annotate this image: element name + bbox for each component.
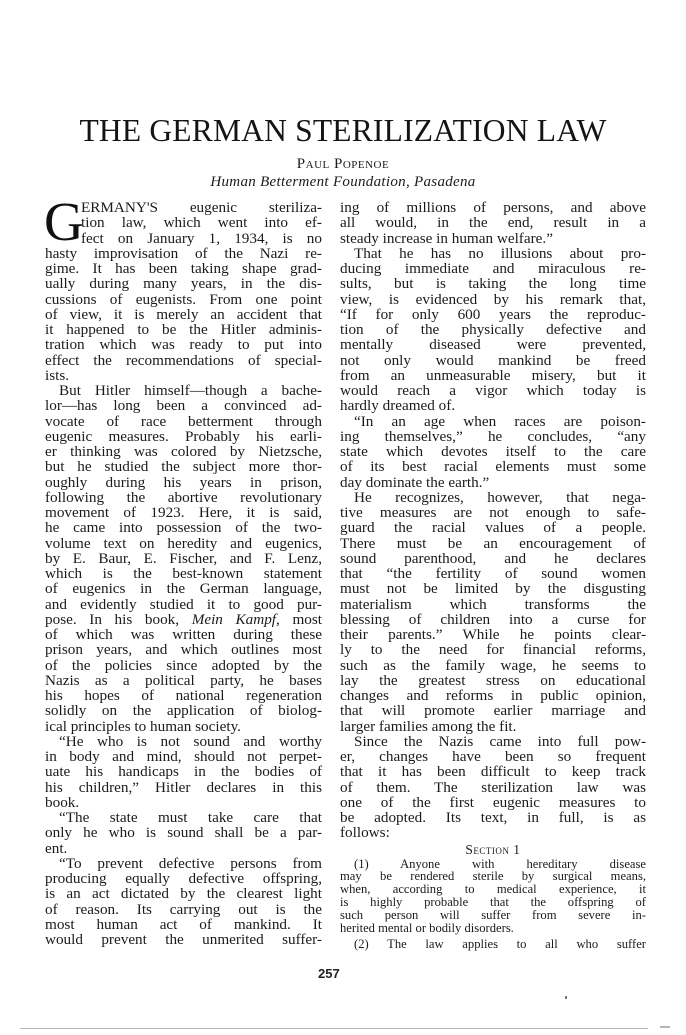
text-line: one of the first eugenic measures to — [340, 793, 646, 811]
text-line: that “the fertility of sound women — [340, 565, 646, 582]
scan-edge-rule — [20, 1028, 648, 1029]
text-line: follows: — [340, 824, 390, 842]
text-line: of them. The sterilization law was — [340, 778, 646, 796]
text-line: is an act dictated by the clearest light — [45, 885, 322, 903]
text-line: larger families among the fit. — [340, 717, 517, 735]
text-line: state which devotes itself to the care — [340, 443, 646, 460]
text-line: and evidently studied it to good pur- — [45, 595, 322, 613]
text-line-with-book-title — [45, 612, 322, 627]
text-line: from an unmeasurable misery, but it — [340, 366, 646, 384]
text-line: prison years, and which outlines most — [45, 641, 322, 659]
text-line: in body and mind, should not perpet- — [45, 748, 322, 765]
text-line: tive measures are not enough to safe- — [340, 504, 646, 521]
text-line: his children,” Hitler declares in this — [45, 778, 322, 796]
text-fragment: , most — [276, 610, 322, 628]
scan-speck — [565, 996, 567, 999]
author-affiliation: Human Betterment Foundation, Pasadena — [210, 174, 476, 190]
text-line: “If for only 600 years the reproduc- — [340, 305, 646, 323]
text-line: of reason. Its carrying out is the — [45, 900, 322, 918]
text-line: “He who is not sound and worthy — [59, 732, 322, 750]
law-line: (1) Anyone with hereditary disease — [354, 856, 646, 871]
text-line: would reach a vigor which today is — [340, 382, 646, 399]
left-column — [44, 191, 322, 948]
text-line: “The state must take care that — [59, 809, 322, 826]
text-line: by E. Baur, E. Fischer, and F. Lenz, — [45, 549, 322, 567]
text-line: ly to the need for financial reforms, — [340, 641, 646, 659]
text-line: all would, in the end, result in a — [340, 214, 646, 232]
text-line: ent. — [45, 839, 68, 857]
text-line: such as the family wage, he seems to — [340, 656, 646, 674]
text-line: day dominate the earth.” — [340, 473, 490, 491]
text-line: tion law, which went into ef- — [81, 214, 322, 232]
text-line: gime. It has been taking shape grad- — [45, 260, 322, 277]
law-line: when, according to medical experience, it — [340, 882, 646, 897]
text-line: which is the best-known statement — [45, 565, 322, 582]
text-line: There must be an encouragement of — [340, 534, 646, 552]
text-line: eugenic measures. Probably his earli- — [45, 427, 322, 445]
text-line: most human act of mankind. It — [45, 915, 322, 933]
text-line: producing equally defective offspring, — [45, 870, 322, 887]
text-line: solidly on the application of biolog- — [45, 702, 322, 720]
text-line: that it has been difficult to keep track — [340, 763, 646, 781]
text-line: effect the recommendations of special- — [45, 351, 322, 369]
text-line: He recognizes, however, that nega- — [354, 488, 646, 506]
text-line: be adopted. Its text, in full, is as — [340, 809, 646, 826]
text-line: ists. — [45, 366, 70, 384]
author-name: Paul Popenoe — [296, 156, 390, 172]
scan-edge-rule — [660, 1026, 670, 1028]
text-line: vocate of race betterment through — [45, 412, 322, 430]
text-line: movement of 1923. Here, it is said, — [45, 504, 322, 521]
text-line: he came into possession of the two- — [45, 519, 322, 537]
text-line: of the policies since adopted by the — [45, 656, 322, 674]
text-line: cussions of eugenists. From one point — [45, 290, 322, 308]
text-line: of eugenics in the German language, — [45, 580, 322, 598]
text-line: their parents.” While he points clear- — [340, 626, 646, 643]
book-title: Mein Kampf — [191, 610, 277, 628]
text-line: er, changes have been so frequent — [340, 748, 646, 765]
text-line: lay the greatest stress on educational — [340, 671, 646, 689]
text-line: book. — [45, 793, 80, 811]
law-line: is highly probable that the offspring of — [340, 895, 646, 910]
text-fragment: pose. In his book, — [45, 610, 192, 628]
text-line: uate his handicaps in the bodies of — [45, 763, 322, 781]
law-line: (2) The law applies to all who suffer — [354, 936, 646, 951]
text-line: That he has no illusions about pro- — [354, 244, 646, 262]
text-line: sound parenthood, and he declares — [340, 549, 646, 567]
text-line: But Hitler himself—though a bache- — [59, 382, 322, 399]
text-line: Nazis as a political party, he bases — [45, 671, 322, 689]
text-line: oughly during his years in prison, — [45, 473, 322, 491]
right-column — [340, 200, 646, 951]
text-line: of view, it is merely an accident that — [45, 305, 322, 323]
text-line: view, is evidenced by his remark that, — [340, 290, 646, 308]
text-line: his hopes of national regeneration — [45, 687, 322, 704]
page-number: 257 — [318, 966, 340, 981]
section-heading: Section 1 — [465, 841, 521, 857]
text-line: hasty improvisation of the Nazi re- — [45, 244, 322, 262]
text-line: ducing immediate and miraculous re- — [340, 260, 646, 277]
text-line: er thinking was colored by Nietzsche, — [45, 443, 322, 460]
opening-paragraph — [44, 191, 322, 252]
text-line: following the abortive revolutionary — [45, 488, 322, 506]
text-line: lor—has long been a convinced ad- — [45, 397, 322, 415]
law-line: such person will suffer from severe in- — [340, 908, 646, 923]
text-line: changes and reforms in public opinion, — [340, 687, 646, 704]
text-line: ing themselves,” he concludes, “any — [340, 427, 646, 445]
text-line: “To prevent defective persons from — [59, 854, 322, 872]
text-line: steady increase in human welfare.” — [340, 229, 553, 247]
text-line: of which was written during these — [45, 626, 322, 643]
article-title: THE GERMAN STERILIZATION LAW — [79, 113, 607, 148]
text-line: must not be limited by the disgusting — [340, 580, 646, 598]
drop-cap: G — [44, 191, 84, 252]
text-line: of its best racial elements must some — [340, 458, 646, 476]
text-line: Since the Nazis came into full pow- — [354, 732, 646, 750]
text-line: “In an age when races are poison- — [354, 412, 646, 430]
text-line: hardly dreamed of. — [340, 397, 456, 415]
text-line: not only would mankind be freed — [340, 351, 646, 369]
law-line: herited mental or bodily disorders. — [340, 920, 514, 935]
text-line: ing of millions of persons, and above — [340, 199, 646, 216]
text-line: that will promote earlier marriage and — [340, 702, 646, 720]
text-line: materialism which transforms the — [340, 595, 646, 613]
law-text — [340, 858, 646, 951]
text-line: volume text on heredity and eugenics, — [45, 534, 322, 552]
text-line: ERMANY'S eugenic steriliza- — [81, 199, 322, 216]
text-line: mentally diseased were prevented, — [340, 336, 646, 354]
text-line: blessing of children into a curse for — [340, 610, 646, 628]
text-line: guard the racial values of a people. — [340, 519, 646, 537]
text-line: but he studied the subject more thor- — [45, 458, 322, 476]
text-line: ually during many years, in the dis- — [45, 275, 322, 293]
text-line: tion of the physically defective and — [340, 321, 646, 338]
law-line: may be rendered sterile by surgical means, — [340, 869, 646, 884]
text-line: sults, but is taking the long time — [340, 275, 646, 293]
text-line: tration which was ready to put into — [45, 336, 322, 354]
text-line: would prevent the unmerited suffer- — [45, 931, 322, 948]
text-line: fect on January 1, 1934, is no — [81, 229, 322, 247]
text-line: ical principles to human society. — [45, 717, 241, 735]
text-line: only he who is sound shall be a par- — [45, 824, 322, 842]
text-line: it happened to be the Hitler adminis- — [45, 321, 322, 338]
